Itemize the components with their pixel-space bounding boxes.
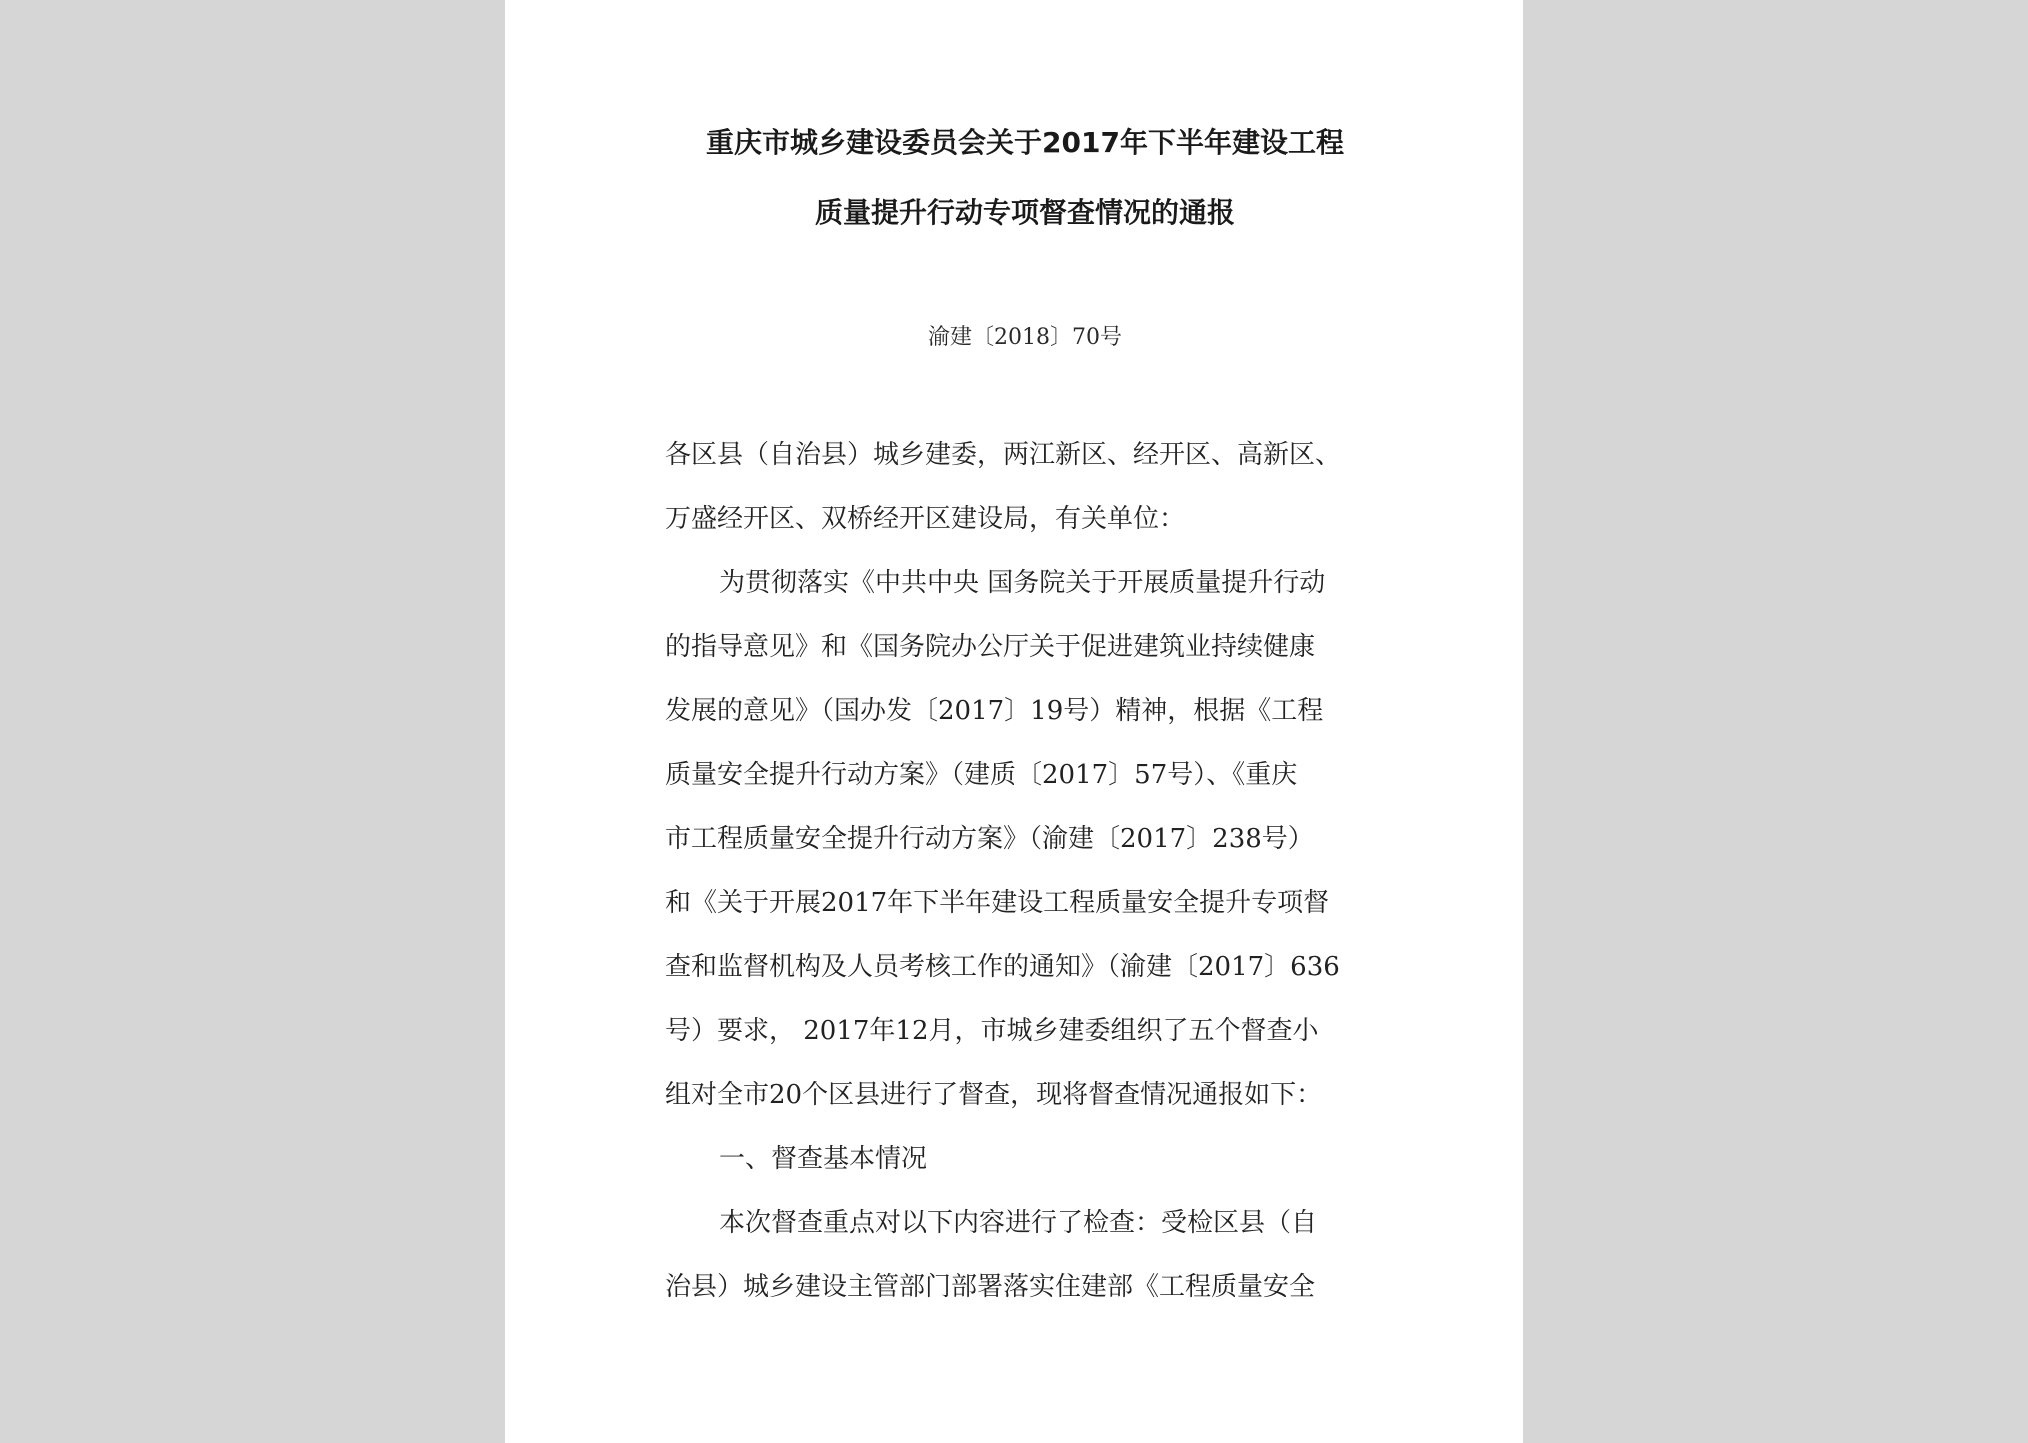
body-line: 和《关于开展2017年下半年建设工程质量安全提升专项督 — [665, 888, 1330, 918]
body-line: 质量安全提升行动方案》（建质〔2017〕57号）、《重庆 — [665, 760, 1298, 790]
document-number: 渝建〔2018〕70号 — [928, 325, 1122, 350]
body-line: 发展的意见》（国办发〔2017〕19号）精神，根据《工程 — [665, 696, 1324, 726]
body-line: 市工程质量安全提升行动方案》（渝建〔2017〕238号） — [665, 824, 1314, 854]
body-line: 号）要求， 2017年12月，市城乡建委组织了五个督查小 — [665, 1016, 1319, 1046]
title-line-2: 质量提升行动专项督查情况的通报 — [814, 196, 1235, 229]
body-line: 的指导意见》和《国务院办公厅关于促进建筑业持续健康 — [665, 632, 1316, 662]
body-line: 为贯彻落实《中共中央 国务院关于开展质量提升行动 — [719, 568, 1326, 598]
document-page — [505, 0, 1523, 1443]
body-line: 查和监督机构及人员考核工作的通知》（渝建〔2017〕636 — [665, 952, 1340, 982]
body-line: 各区县（自治县）城乡建委，两江新区、经开区、高新区、 — [665, 440, 1342, 470]
body-line: 本次督查重点对以下内容进行了检查：受检区县（自 — [719, 1208, 1318, 1238]
body-line: 治县）城乡建设主管部门部署落实住建部《工程质量安全 — [665, 1272, 1316, 1302]
body-line: 组对全市20个区县进行了督查，现将督查情况通报如下： — [665, 1080, 1323, 1110]
body-line: 万盛经开区、双桥经开区建设局，有关单位： — [665, 504, 1186, 534]
section-heading: 一、督查基本情况 — [719, 1144, 928, 1174]
title-line-1: 重庆市城乡建设委员会关于2017年下半年建设工程 — [706, 126, 1344, 159]
